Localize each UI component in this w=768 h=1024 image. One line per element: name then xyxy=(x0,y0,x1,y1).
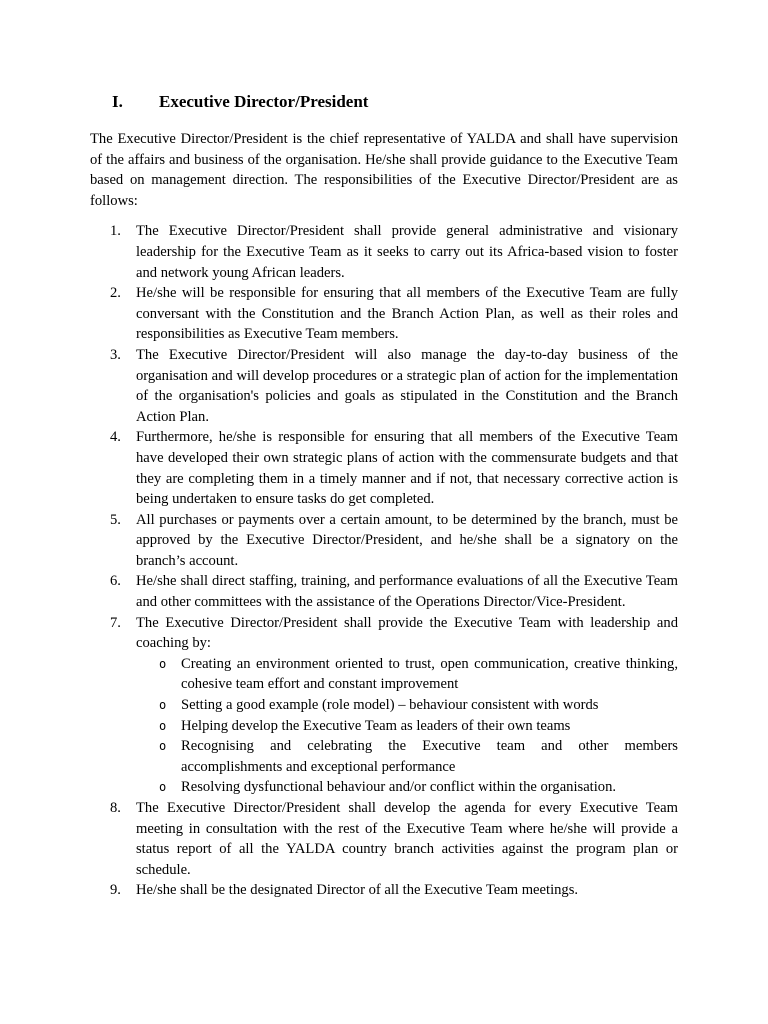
list-item-number: 4. xyxy=(110,429,121,446)
list-item xyxy=(90,798,678,880)
list-item xyxy=(90,427,678,509)
list-item xyxy=(90,283,678,345)
list-item-text: He/she shall direct staffing, training, and performance evaluations of all the Executive Team and other committees with the assistance of the Operations Director/Vice-President. xyxy=(136,573,678,611)
coaching-sublist xyxy=(136,654,678,798)
list-item xyxy=(90,345,678,427)
responsibilities-list xyxy=(90,221,678,901)
list-item-text: The Executive Director/President shall provide general administrative and visionary leadership for the Executive Team as it seeks to carry out its Africa-based vision to foster and network young African leaders. xyxy=(136,223,678,281)
list-item-text: Furthermore, he/she is responsible for ensuring that all members of the Executive Team have developed their own strategic plans of action with the commensurate budgets and that they are completing them in a timely manner and if not, that necessary corrective action is being undertaken to ensure tasks do get completed. xyxy=(136,429,678,508)
list-item-number: 9. xyxy=(110,882,121,899)
list-item-text: The Executive Director/President will also manage the day-to-day business of the organisation and will develop procedures or a strategic plan of action for the implementation of the organisation's policies and goals as stipulated in the Constitution and the Branch Action Plan. xyxy=(136,346,678,425)
sub-list-item-text: Creating an environment oriented to trust, open communication, creative thinking, cohesive team effort and constant improvement xyxy=(181,655,678,693)
sub-list-item-text: Setting a good example (role model) – behaviour consistent with words xyxy=(181,697,599,714)
list-item xyxy=(90,613,678,798)
circle-bullet-icon: o xyxy=(159,739,167,754)
sub-list-item xyxy=(136,736,678,777)
section-heading xyxy=(90,90,678,114)
list-item-number: 3. xyxy=(110,346,121,363)
list-item-number: 5. xyxy=(110,511,121,528)
list-item-text: He/she shall be the designated Director of all the Executive Team meetings. xyxy=(136,882,579,899)
circle-bullet-icon: o xyxy=(159,656,167,671)
list-item xyxy=(90,510,678,572)
list-item-number: 1. xyxy=(110,223,121,240)
sub-list-item xyxy=(136,716,678,737)
intro-paragraph: The Executive Director/President is the chief representative of YALDA and shall have supervision of the affairs and business of the organisation. He/she shall provide guidance to the Executive Team based on management direction. The responsibilities of the Executive Director/President are as follows: xyxy=(90,131,678,209)
section-title: Executive Director/President xyxy=(159,92,369,111)
list-item-text: He/she will be responsible for ensuring that all members of the Executive Team are fully conversant with the Constitution and the Branch Action Plan, as well as their roles and responsibilities as Executive Team members. xyxy=(136,285,678,343)
list-item-number: 2. xyxy=(110,285,121,302)
section-number: I. xyxy=(112,92,123,111)
sub-list-item-text: Helping develop the Executive Team as leaders of their own teams xyxy=(181,717,571,734)
sub-list-item xyxy=(136,777,678,798)
list-item-number: 6. xyxy=(110,573,121,590)
list-item xyxy=(90,221,678,283)
list-item xyxy=(90,880,678,901)
circle-bullet-icon: o xyxy=(159,718,167,733)
list-item xyxy=(90,571,678,612)
list-item-text: The Executive Director/President shall provide the Executive Team with leadership and coaching by: xyxy=(136,614,678,652)
circle-bullet-icon: o xyxy=(159,780,167,795)
sub-list-item xyxy=(136,695,678,716)
circle-bullet-icon: o xyxy=(159,698,167,713)
list-item-text: All purchases or payments over a certain amount, to be determined by the branch, must be approved by the Executive Director/President, and he/she shall be a signatory on the branch’s account. xyxy=(136,511,678,569)
sub-list-item xyxy=(136,654,678,695)
sub-list-item-text: Resolving dysfunctional behaviour and/or conflict within the organisation. xyxy=(181,779,617,796)
document-page xyxy=(90,90,678,901)
list-item-number: 8. xyxy=(110,800,121,816)
sub-list-item-text: Recognising and celebrating the Executive team and other members accomplishments and exceptional performance xyxy=(181,738,678,775)
list-item-text: The Executive Director/President shall develop the agenda for every Executive Team meeting in consultation with the rest of the Executive Team where he/she will provide a status report of all the YALDA country branch activities against the program plan or schedule. xyxy=(136,800,678,878)
list-item-number: 7. xyxy=(110,614,121,631)
